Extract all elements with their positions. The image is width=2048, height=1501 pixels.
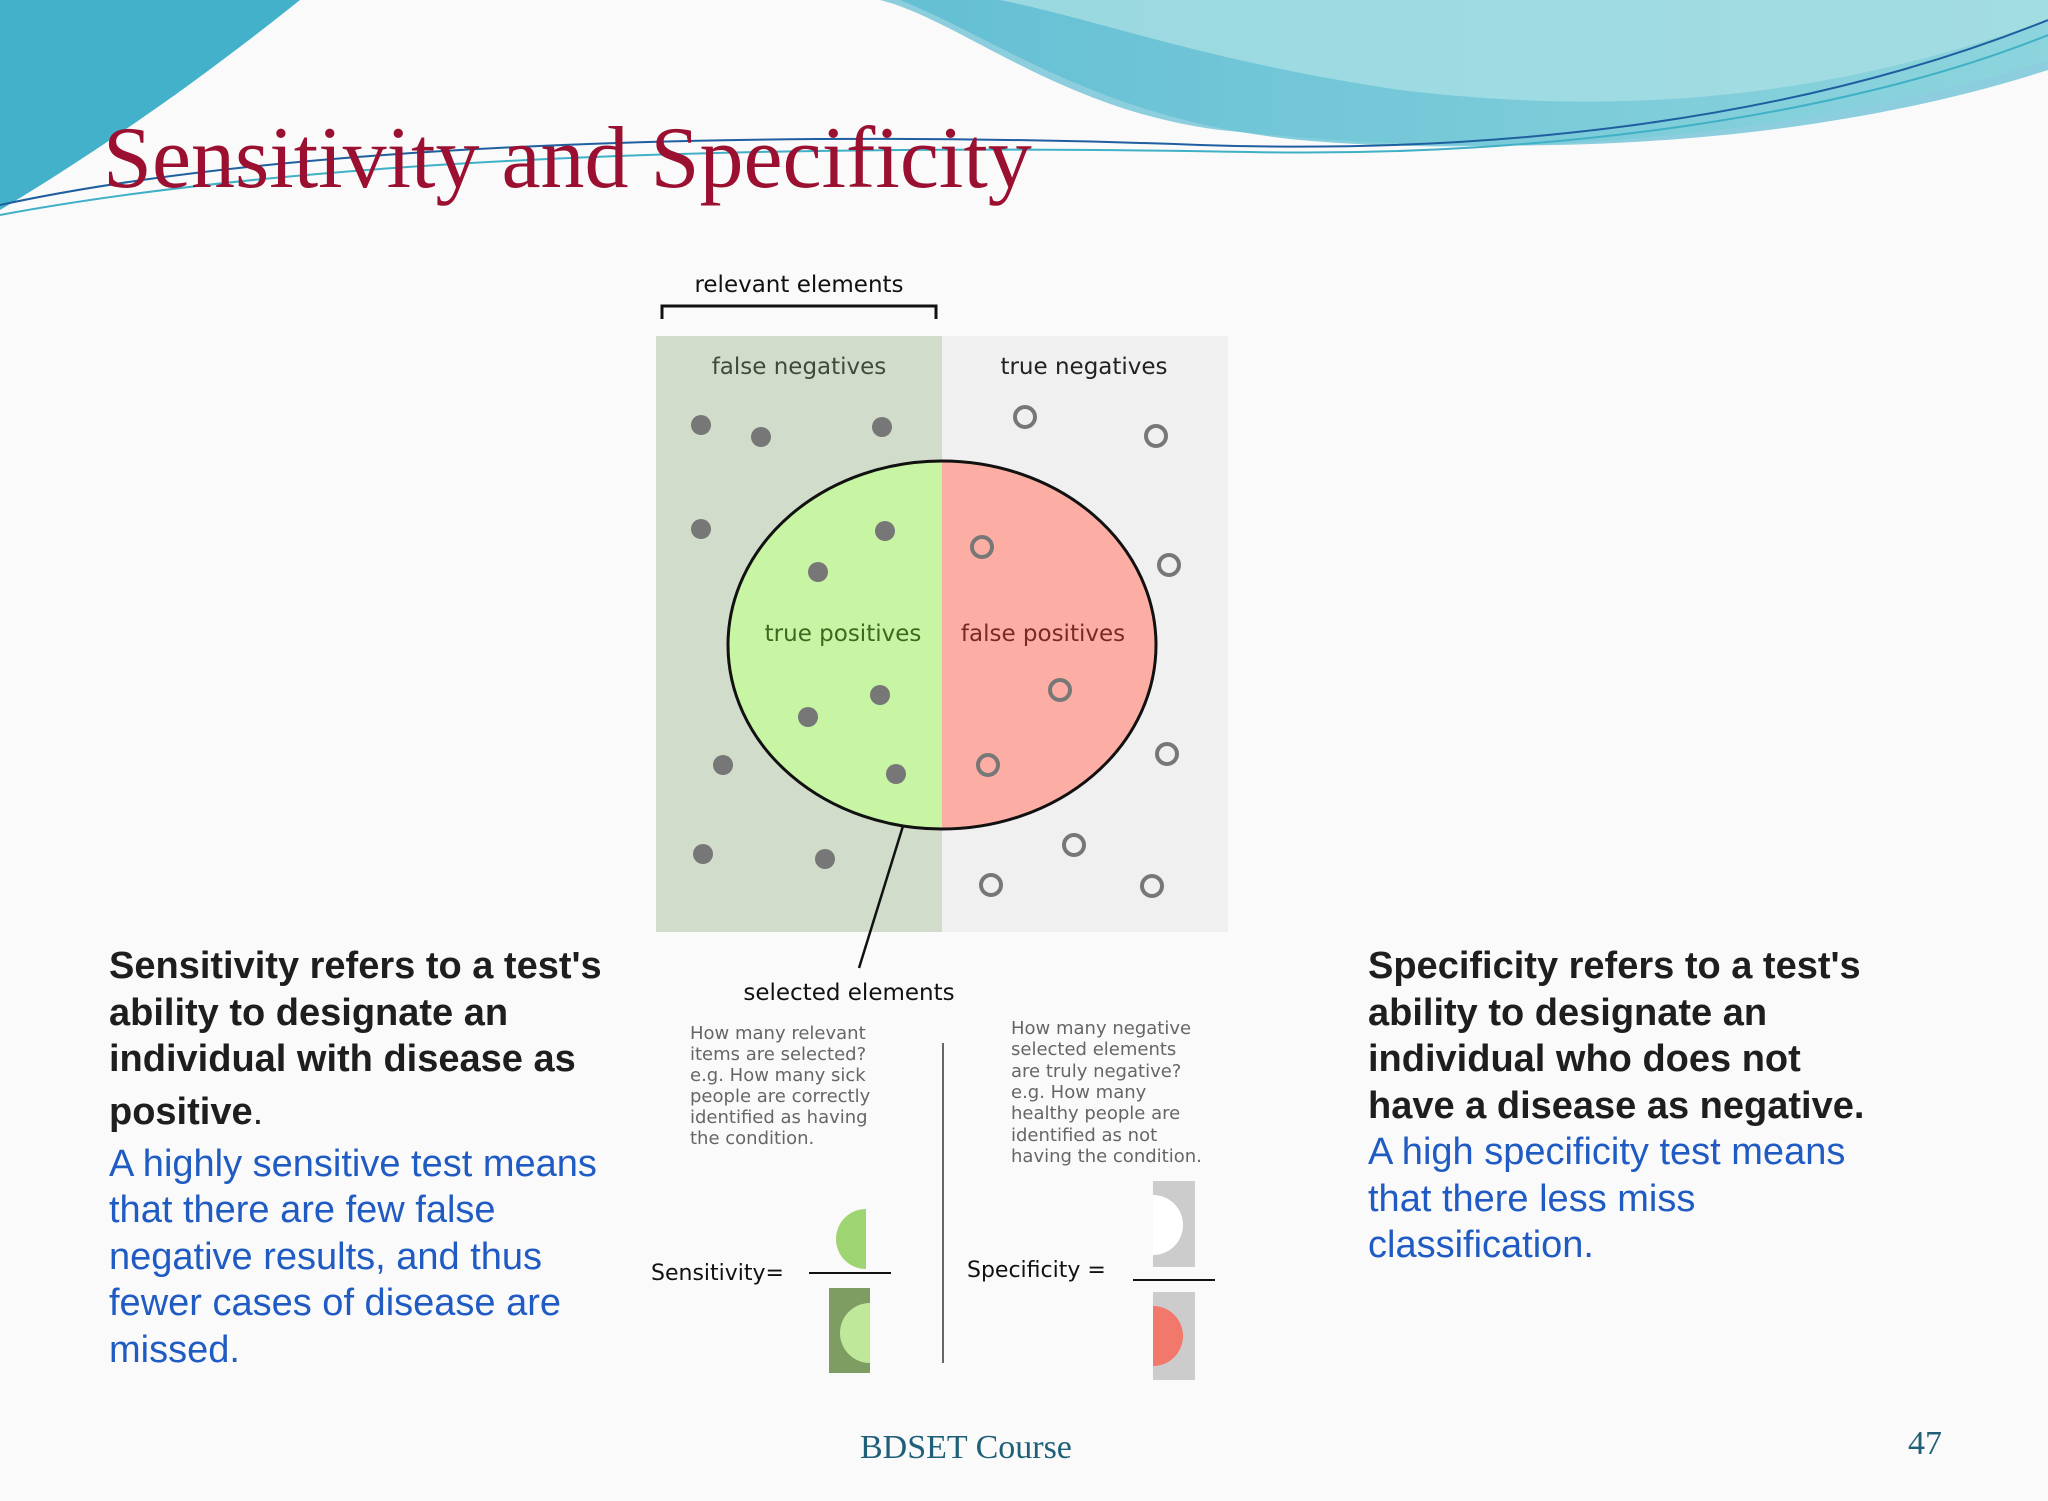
filled-dot — [886, 764, 906, 784]
specificity-question — [1011, 1018, 1202, 1167]
slide-title: Sensitivity and Specificity — [103, 110, 1032, 207]
sensitivity-definition-last-line — [109, 1083, 649, 1141]
specificity-question-line: e.g. How many — [1011, 1082, 1147, 1103]
specificity-definition-line: have a disease as negative. — [1368, 1084, 1865, 1127]
filled-dot — [870, 685, 890, 705]
specificity-definition-line: Specificity refers to a test's — [1368, 945, 1861, 987]
specificity-question-line: healthy people are — [1011, 1103, 1181, 1124]
sensitivity-positive-word: positive — [109, 1090, 253, 1133]
sensitivity-definition-line: individual with disease as — [109, 1038, 576, 1080]
sensitivity-definition-line: ability to designate an — [109, 991, 509, 1034]
filled-dot — [713, 755, 733, 775]
sensitivity-formula-label: Sensitivity= — [651, 1261, 784, 1286]
sensitivity-explanation-line: that there are few false — [109, 1189, 496, 1231]
sensitivity-numerator-icon — [836, 1209, 866, 1269]
filled-dot — [875, 521, 895, 541]
selected-elements-label: selected elements — [743, 980, 955, 1006]
filled-dot — [751, 427, 771, 447]
footer-course-name: BDSET Course — [860, 1429, 1072, 1466]
sensitivity-question-line: people are correctly — [690, 1086, 871, 1107]
specificity-text-block — [1368, 943, 1908, 1269]
sensitivity-text-block — [109, 943, 649, 1373]
true-positives-label: true positives — [764, 621, 922, 647]
sensitivity-explanation-line: missed. — [109, 1328, 240, 1371]
filled-dot — [872, 417, 892, 437]
specificity-question-line: selected elements — [1011, 1039, 1177, 1060]
specificity-explanation-line: A high specificity test means — [1368, 1131, 1846, 1173]
filled-dot — [693, 844, 713, 864]
sensitivity-question-line: How many relevant — [690, 1023, 866, 1044]
sensitivity-question — [690, 1023, 871, 1149]
filled-dot — [691, 519, 711, 539]
sensitivity-question-line: e.g. How many sick — [690, 1065, 866, 1086]
specificity-question-line: How many negative — [1011, 1018, 1192, 1039]
specificity-definition-line: ability to designate an — [1368, 991, 1768, 1034]
false-positives-label: false positives — [960, 621, 1126, 647]
filled-dot — [691, 415, 711, 435]
sensitivity-question-line: the condition. — [690, 1128, 815, 1149]
relevant-elements-label: relevant elements — [694, 272, 904, 298]
page-number: 47 — [1908, 1425, 1942, 1462]
filled-dot — [815, 849, 835, 869]
specificity-question-line: are truly negative? — [1011, 1061, 1182, 1082]
specificity-question-line: having the condition. — [1011, 1146, 1202, 1167]
specificity-formula-label: Specificity = — [967, 1258, 1106, 1283]
sensitivity-explanation-line: A highly sensitive test means — [109, 1142, 597, 1185]
specificity-explanation-line: classification. — [1368, 1224, 1594, 1266]
true-negatives-label: true negatives — [1000, 354, 1168, 380]
sensitivity-period: . — [252, 1090, 264, 1133]
specificity-definition-line: individual who does not — [1368, 1038, 1801, 1080]
sensitivity-question-line: items are selected? — [690, 1044, 867, 1065]
sensitivity-question-line: identified as having — [690, 1107, 868, 1128]
sensitivity-explanation-line: negative results, and thus — [109, 1235, 543, 1278]
filled-dot — [798, 707, 818, 727]
sensitivity-explanation-line: fewer cases of disease are — [109, 1282, 562, 1324]
sensitivity-definition-line: Sensitivity refers to a test's — [109, 945, 602, 987]
filled-dot — [808, 562, 828, 582]
false-negatives-label: false negatives — [711, 354, 887, 380]
specificity-explanation-line: that there less miss — [1368, 1177, 1696, 1220]
specificity-question-line: identified as not — [1011, 1125, 1158, 1146]
relevant-elements-bracket — [662, 306, 936, 319]
